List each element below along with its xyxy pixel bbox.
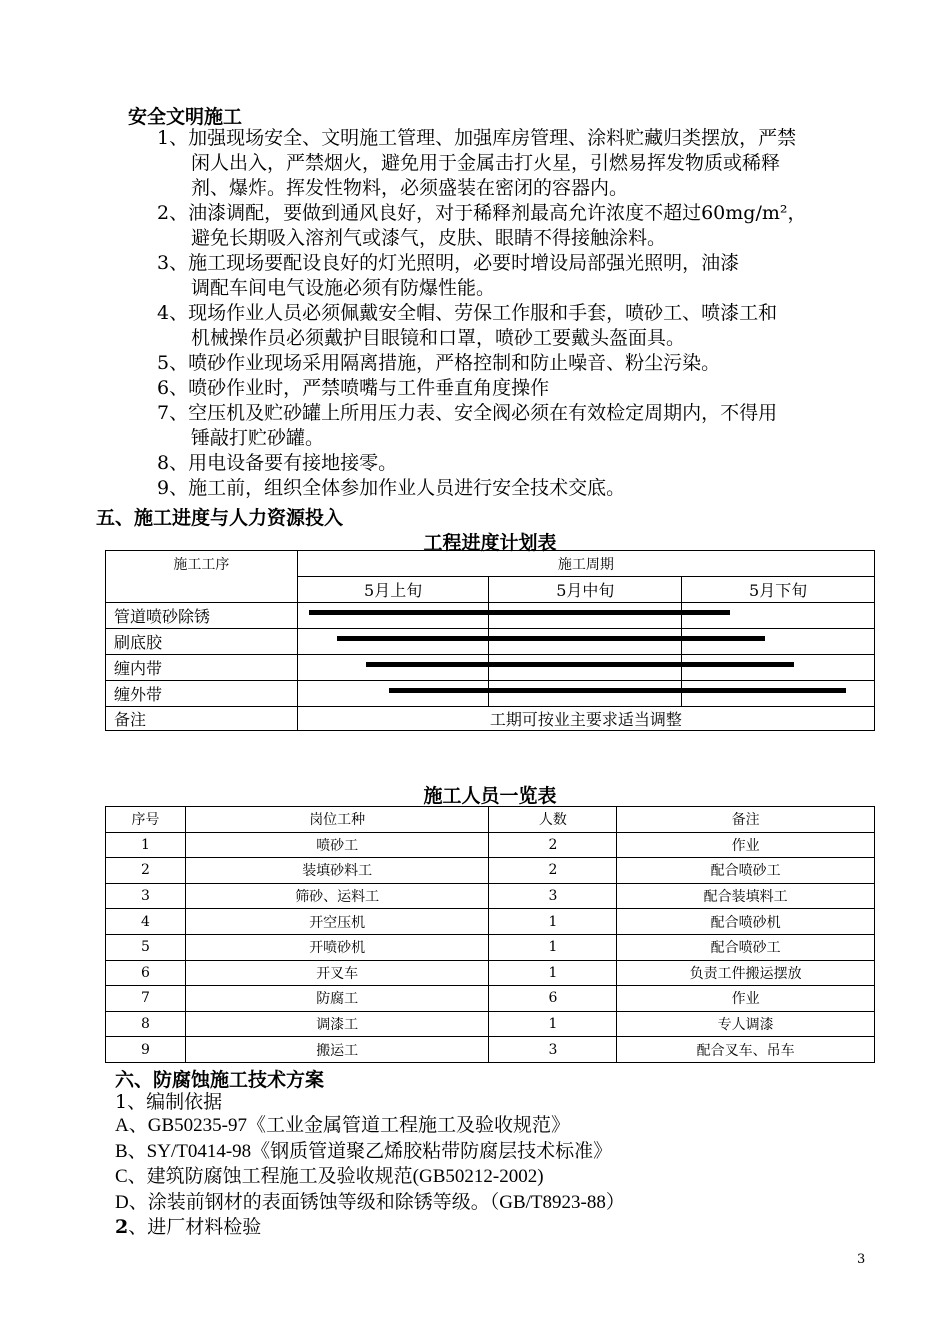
staff-header-count: 人数 [489, 807, 617, 833]
safety-item-continuation: 锤敲打贮砂罐。 [191, 427, 325, 449]
staff-header-index: 序号 [106, 807, 186, 833]
safety-item-first-line: 1、加强现场安全、文明施工管理、加强库房管理、涂料贮藏归类摆放，严禁 [157, 127, 797, 149]
table-row [106, 858, 875, 884]
schedule-note-text: 工期可按业主要求适当调整 [297, 707, 874, 731]
safety-item-first-line: 4、现场作业人员必须佩戴安全帽、劳保工作服和手套，喷砂工、喷漆工和 [157, 302, 778, 324]
safety-item-first-line: 6、喷砂作业时，严禁喷嘴与工件垂直角度操作 [157, 377, 550, 399]
schedule-row-label: 刷底胶 [106, 629, 298, 655]
table-row [106, 1037, 875, 1063]
staff-position: 开空压机 [185, 909, 489, 935]
section6-title: 六、防腐蚀施工技术方案 [115, 1069, 325, 1091]
basis-heading: 1、编制依据 [115, 1091, 223, 1113]
staff-index: 1 [106, 832, 186, 858]
staff-count: 3 [489, 1037, 617, 1063]
safety-item [157, 251, 869, 301]
staff-note: 配合喷砂工 [617, 934, 875, 960]
reference-item: D、涂装前钢材的表面锈蚀等级和除锈等级。（GB/T8923-88） [115, 1191, 625, 1213]
staff-count: 1 [489, 1011, 617, 1037]
safety-item [157, 401, 869, 451]
schedule-period-mid: 5月中旬 [489, 577, 682, 603]
staff-position: 喷砂工 [185, 832, 489, 858]
safety-item-first-line: 9、施工前，组织全体参加作业人员进行安全技术交底。 [157, 477, 626, 499]
material-inspection-number: 2 [115, 1216, 129, 1238]
safety-item-continuation: 闲人出入，严禁烟火，避免用于金属击打火星，引燃易挥发物质或稀释 [191, 152, 781, 174]
staff-note: 配合喷砂工 [617, 858, 875, 884]
safety-item-continuation: 剂、爆炸。挥发性物料，必须盛装在密闭的容器内。 [191, 177, 629, 199]
staff-title: 施工人员一览表 [423, 785, 557, 807]
staff-index: 8 [106, 1011, 186, 1037]
staff-index: 6 [106, 960, 186, 986]
schedule-period-early: 5月上旬 [297, 577, 489, 603]
staff-index: 5 [106, 934, 186, 960]
safety-item [157, 476, 869, 501]
material-inspection-heading [115, 1215, 261, 1240]
gantt-bar [366, 662, 794, 667]
staff-index: 4 [106, 909, 186, 935]
staff-note: 配合装填料工 [617, 883, 875, 909]
staff-position: 搬运工 [185, 1037, 489, 1063]
staff-position: 开叉车 [185, 960, 489, 986]
gantt-bar [309, 610, 731, 615]
safety-item [157, 301, 869, 351]
reference-item: A、GB50235-97《工业金属管道工程施工及验收规范》 [115, 1115, 570, 1136]
schedule-note-label: 备注 [106, 707, 298, 731]
schedule-period-late: 5月下旬 [682, 577, 875, 603]
safety-item [157, 451, 869, 476]
page-number: 3 [857, 1252, 866, 1267]
reference-item: C、建筑防腐蚀工程施工及验收规范(GB50212-2002) [115, 1166, 544, 1187]
staff-count: 3 [489, 883, 617, 909]
reference-item: B、SY/T0414-98《钢质管道聚乙烯胶粘带防腐层技术标准》 [115, 1140, 613, 1162]
staff-note: 负责工件搬运摆放 [617, 960, 875, 986]
table-row [106, 986, 875, 1012]
gantt-bar [389, 688, 846, 693]
section5-title: 五、施工进度与人力资源投入 [96, 507, 344, 529]
safety-item-first-line: 3、施工现场要配设良好的灯光照明，必要时增设局部强光照明，油漆 [157, 252, 740, 274]
staff-position: 防腐工 [185, 986, 489, 1012]
safety-item-first-line: 7、空压机及贮砂罐上所用压力表、安全阀必须在有效检定周期内，不得用 [157, 402, 778, 424]
staff-position: 筛砂、运料工 [185, 883, 489, 909]
staff-count: 6 [489, 986, 617, 1012]
staff-count: 1 [489, 960, 617, 986]
table-row [106, 832, 875, 858]
safety-item [157, 201, 869, 251]
table-row [106, 960, 875, 986]
schedule-row-label: 缠内带 [106, 655, 298, 681]
safety-item [157, 376, 869, 401]
safety-item-first-line: 5、喷砂作业现场采用隔离措施，严格控制和防止噪音、粉尘污染。 [157, 352, 721, 374]
table-row [106, 909, 875, 935]
safety-item-continuation: 机械操作员必须戴护目眼镜和口罩，喷砂工要戴头盔面具。 [191, 327, 686, 349]
safety-item [157, 351, 869, 376]
table-row [106, 1011, 875, 1037]
staff-index: 3 [106, 883, 186, 909]
staff-position: 装填砂料工 [185, 858, 489, 884]
safety-item-continuation: 调配车间电气设施必须有防爆性能。 [191, 277, 496, 299]
staff-index: 9 [106, 1037, 186, 1063]
safety-item-first-line: 8、用电设备要有接地接零。 [157, 452, 398, 474]
safety-item-continuation: 避免长期吸入溶剂气或漆气，皮肤、眼睛不得接触涂料。 [191, 227, 667, 249]
staff-note: 作业 [617, 986, 875, 1012]
table-row [106, 934, 875, 960]
staff-note: 配合叉车、吊车 [617, 1037, 875, 1063]
staff-note: 专人调漆 [617, 1011, 875, 1037]
staff-header-position: 岗位工种 [185, 807, 489, 833]
schedule-row-label: 管道喷砂除锈 [106, 603, 298, 629]
schedule-col-period: 施工周期 [297, 551, 874, 577]
safety-item-first-line: 2、油漆调配，要做到通风良好，对于稀释剂最高允许浓度不超过60mg/m²， [157, 202, 807, 224]
staff-position: 调漆工 [185, 1011, 489, 1037]
safety-title: 安全文明施工 [128, 106, 243, 128]
staff-index: 2 [106, 858, 186, 884]
staff-note: 配合喷砂机 [617, 909, 875, 935]
safety-item [157, 126, 869, 201]
staff-table [105, 806, 875, 1063]
staff-count: 2 [489, 858, 617, 884]
schedule-col-process: 施工工序 [106, 551, 298, 603]
reference-list [115, 1113, 625, 1215]
staff-count: 2 [489, 832, 617, 858]
staff-position: 开喷砂机 [185, 934, 489, 960]
staff-header-note: 备注 [617, 807, 875, 833]
schedule-title: 工程进度计划表 [423, 532, 557, 554]
table-row [106, 883, 875, 909]
schedule-row-label: 缠外带 [106, 681, 298, 707]
staff-index: 7 [106, 986, 186, 1012]
staff-note: 作业 [617, 832, 875, 858]
staff-count: 1 [489, 934, 617, 960]
staff-count: 1 [489, 909, 617, 935]
material-inspection-label: 、进厂材料检验 [128, 1216, 262, 1238]
gantt-bar [337, 636, 765, 641]
